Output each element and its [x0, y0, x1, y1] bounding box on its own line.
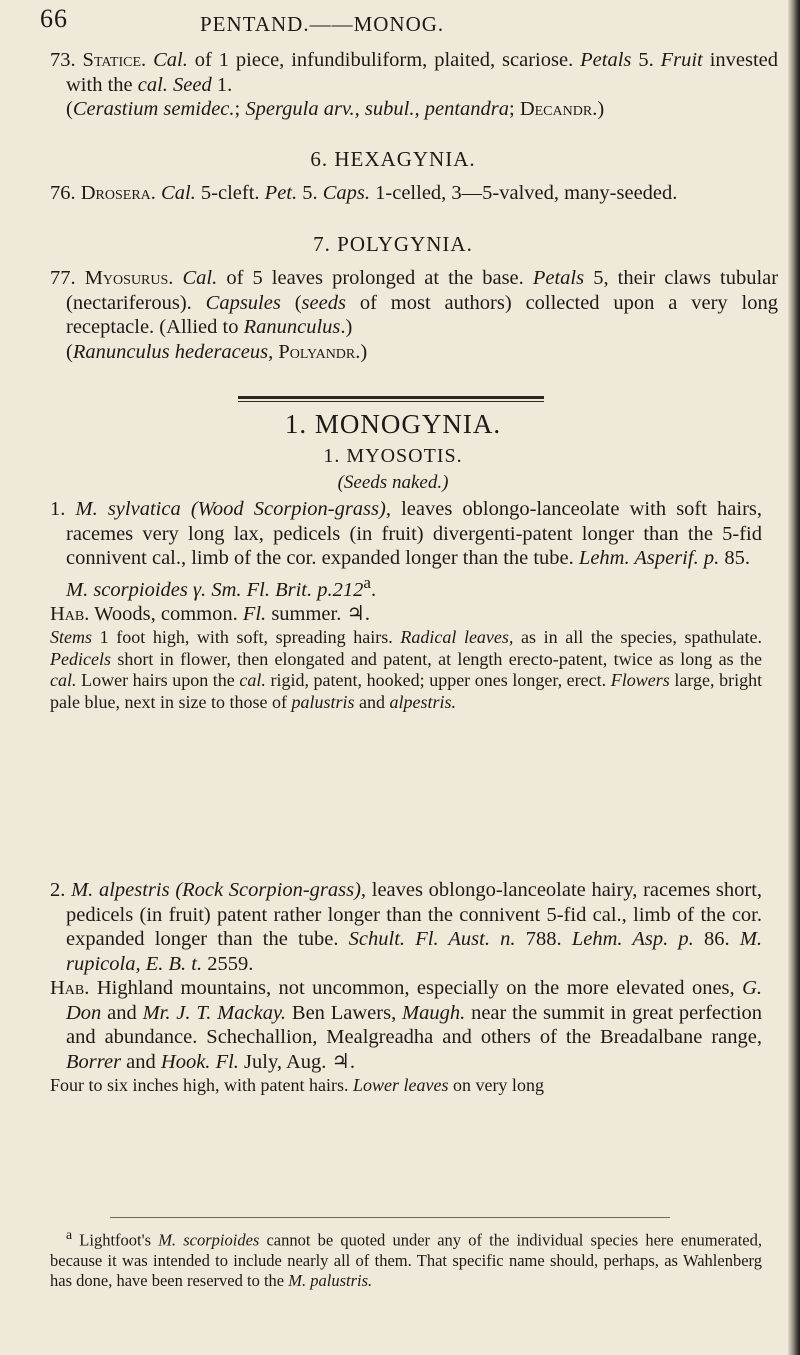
habitat-text: and [107, 1001, 137, 1024]
term-text: of 5 leaves prolonged at the base. [226, 267, 524, 289]
species-description: leaves oblongo-lanceolate with soft hairs, racemes very long lax, pedicels (in fruit) divergenti-patent longer than the 5-fid connivent cal., limb of the cor. expanded longer than the tube. [66, 498, 763, 569]
term-label: Cal. [153, 49, 188, 71]
term-text: Lower hairs upon the [81, 670, 235, 691]
term-text: 5, their claws tubular (nectariferous). [66, 267, 779, 314]
section-heading-hexagynia: 6. HEXAGYNIA. [310, 147, 476, 171]
cross-ref: Ranunculus [243, 316, 341, 338]
running-head: PENTAND.——MONOG. [200, 12, 445, 36]
term-label: Fruit [660, 49, 703, 71]
section-heading-monogynia: 1. MONOGYNIA. [284, 409, 502, 439]
divider-rule [238, 401, 544, 402]
habitat-text: Highland mountains, not uncommon, especially on the more elevated ones, [96, 977, 735, 999]
footnote-text: cannot be quoted under any of the individual species here enumerated, because it was intended to include nearly all of them. That specific name should, perhaps, as Wahlenberg has done, have been reserved to the [50, 1230, 762, 1290]
habitat-label: Hab. [50, 977, 90, 999]
section-heading-polygynia: 7. POLYGYNIA. [313, 232, 473, 256]
term-label: seeds [301, 291, 346, 314]
cross-ref-class: Polyandr. [278, 340, 361, 363]
term-text: 1-celled, 3—5-valved, many-seeded. [375, 182, 678, 204]
entry-number: 73. [50, 49, 76, 71]
term-label: Seed [173, 73, 212, 96]
term-label: Petals [532, 267, 585, 289]
term-label: Cal. [161, 182, 196, 204]
paren: .) [340, 316, 353, 338]
habitat-text: Woods, common. [94, 602, 238, 625]
term-label: cal. [137, 73, 168, 96]
reference-page: 212 [332, 578, 364, 601]
reference: E. B. t. [145, 952, 203, 975]
page-number: 66 [40, 4, 68, 33]
term-text: on very long [452, 1075, 544, 1095]
term-text: of most authors) collected upon a very long receptacle. (Allied to [66, 291, 779, 338]
flowering-label: Fl. [215, 1050, 239, 1073]
entry-number: 77. [50, 267, 76, 289]
species-name: alpestris [98, 879, 170, 901]
reference: Schult. Fl. Aust. n. [348, 928, 516, 950]
term-label: Petals [580, 49, 632, 71]
term-label: Lower leaves [352, 1075, 449, 1095]
entry-drosera [50, 181, 778, 206]
cross-ref: M. palustris. [288, 1270, 373, 1290]
genus-name: Myosurus. [84, 267, 174, 289]
cross-ref: palustris [291, 691, 355, 712]
footnote [50, 1225, 762, 1291]
term-text: 5-cleft. [200, 182, 260, 204]
footnote-marker: a [66, 1227, 73, 1242]
collector-name: Mr. J. T. Mackay. [142, 1001, 287, 1024]
common-name: (Rock Scorpion-grass), [175, 879, 367, 901]
collector-name: Borrer [66, 1050, 122, 1073]
term-text: 5. [302, 182, 318, 204]
reference-page: 86. [703, 928, 730, 950]
term-text: foot high, with soft, spreading hairs. [116, 627, 393, 648]
genus-name: Drosera. [80, 182, 156, 204]
footnote-rule [110, 1217, 670, 1218]
reference: Lehm. Asp. p. [571, 928, 694, 950]
species-description: leaves oblongo-lanceolate hairy, racemes short, pedicels (in fruit) patent rather longer than the connivent 5-fid cal., limb of the cor. expanded longer than the tube. [66, 879, 763, 950]
term-label: Capsules [205, 291, 281, 314]
reference-page: 788. [525, 928, 562, 950]
term-text: short in flower, then elongated and patent, at length erecto-patent, twice as long as the [117, 648, 762, 669]
term-label: Pet. [264, 182, 298, 204]
synonym: M. rupicola, [66, 928, 763, 975]
flowering-label: Fl. [242, 602, 267, 625]
genus-abbr: M. [71, 879, 94, 901]
term-label: Radical leaves, [400, 627, 514, 648]
habitat-text: Ben Lawers, [291, 1001, 397, 1024]
entry-statice [50, 48, 778, 122]
divider-rule [238, 396, 544, 399]
paren: ) [360, 340, 368, 363]
term-label: Pedicels [50, 648, 111, 669]
term-text: 1. [216, 73, 233, 96]
collector-name: Hook. [160, 1050, 211, 1073]
genus-name: Statice. [82, 49, 147, 71]
species-alpestris [50, 878, 762, 1097]
term-text: rigid, patent, hooked; upper ones longer, erect. [270, 670, 607, 691]
footnote-text: Lightfoot's [79, 1230, 152, 1250]
cross-ref-class: Decandr. [519, 98, 598, 120]
perennial-symbol: ♃. [331, 1050, 356, 1073]
flowering-text: July, Aug. [244, 1050, 327, 1073]
term-label: Cal. [182, 267, 218, 289]
paren: ( [66, 98, 73, 120]
synonym-variety: γ. [192, 578, 207, 601]
footnote-marker: a [363, 572, 371, 592]
cross-ref: Ranunculus hederaceus, [72, 340, 274, 363]
term-label: Caps. [322, 182, 371, 204]
cross-ref: Spergula arv., subul., pentandra [245, 98, 509, 120]
collector-name: G. Don [66, 977, 763, 1024]
entry-myosurus [50, 266, 778, 364]
common-name: (Wood Scorpion-grass), [190, 498, 391, 520]
term-text: large, bright pale blue, next in size to those of [50, 670, 763, 712]
collector-name: Maugh. [402, 1001, 466, 1024]
term-text: invested with the [66, 49, 779, 96]
term-text: as in all the species, spathulate. [521, 627, 763, 648]
term-label: Stems [50, 627, 92, 648]
genus-abbr: M. [75, 498, 98, 520]
flowering-text: summer. [271, 602, 342, 625]
term-text: 1 [99, 627, 109, 648]
species-name: sylvatica [107, 498, 181, 520]
reference-page: 2559. [207, 952, 254, 975]
entry-number: 76. [50, 182, 76, 204]
term-label: Flowers [610, 670, 670, 691]
reference: Lehm. Asperif. p. [578, 547, 720, 569]
page-edge-shadow [788, 0, 800, 1355]
cross-ref: M. scorpioides [158, 1230, 260, 1250]
term-text: of 1 piece, infundibuliform, plaited, scariose. [194, 49, 574, 71]
term-text: Four to six inches high, with patent hairs. [50, 1075, 349, 1095]
species-number: 1. [50, 498, 66, 520]
separator: ; [234, 98, 241, 120]
habitat-label: Hab. [50, 602, 90, 625]
term-text: 5. [638, 49, 654, 71]
separator: ; [509, 98, 515, 120]
species-sylvatica: 1. M. sylvatica (Wood Scorpion-grass), leaves oblongo-lanceolate with soft hairs, racemes very long lax, pedicels (in fruit) divergenti-patent longer than the 5-fid connivent cal., limb of the cor. expanded longer than the tube. Lehm. Asperif. p. 85. M. scorpioides γ. Sm. Fl. Brit. p.212$^a$. Hab. Woods, common. Fl. summer. ♃. Stems 1 foot high, with soft, spreading hairs. Radical leaves, as in all the species, spathulate. Pedicels short in flower, then elongated and patent, at length erecto-patent, twice as long as the cal. Lower hairs upon the cal. rigid, patent, hooked; upper ones longer, erect. Flowers large, bright pale blue, next in size to those of palustris and alpestris. [50, 498, 763, 712]
page-header [40, 4, 780, 44]
paren: ( [294, 291, 302, 314]
term-text: and [358, 691, 385, 712]
habitat-text: and [126, 1050, 156, 1073]
perennial-symbol: ♃. [346, 602, 370, 625]
paren: ( [66, 340, 73, 363]
genus-subheading: (Seeds naked.) [337, 472, 449, 493]
term-label: cal. [239, 670, 266, 691]
genus-heading-myosotis: 1. MYOSOTIS. [323, 445, 463, 467]
cross-ref: Cerastium semidec. [72, 98, 235, 120]
cross-ref: alpestris. [389, 691, 456, 712]
paren: ) [597, 98, 605, 120]
term-label: cal. [50, 670, 77, 691]
reference-page: 85. [724, 547, 750, 569]
reference: Sm. Fl. Brit. p. [211, 578, 333, 601]
species-number: 2. [50, 879, 66, 901]
synonym: M. scorpioides [66, 578, 188, 601]
habitat-text: near the summit in great perfection and abundance. Schechallion, Mealgreadha and others of the Breadalbane range, [66, 1001, 763, 1048]
